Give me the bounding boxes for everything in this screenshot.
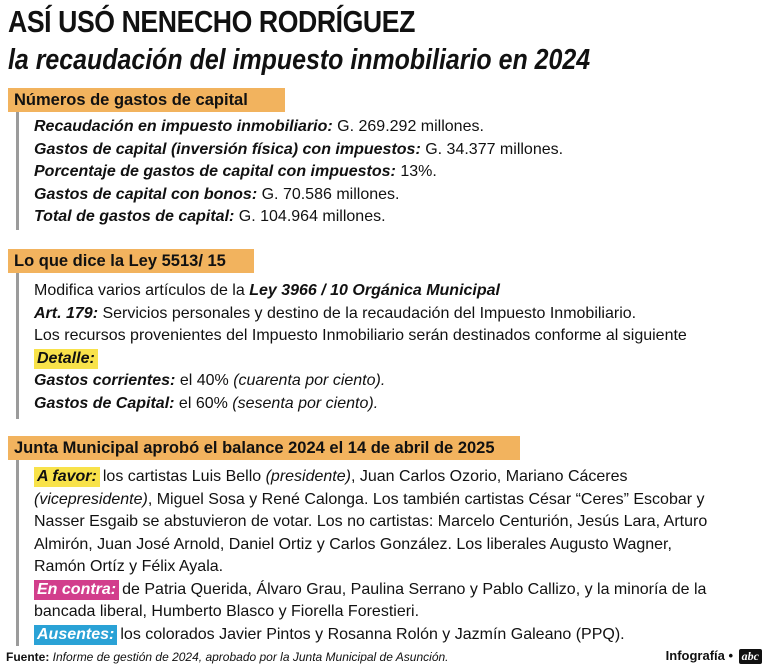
item-note: (sesenta por ciento). xyxy=(232,394,379,412)
list-item xyxy=(34,393,760,416)
favor-tag: A favor: xyxy=(34,467,100,487)
item-note: (cuarenta por ciento). xyxy=(233,372,386,389)
detail-tag: Detalle: xyxy=(34,349,98,369)
vote-line xyxy=(34,556,760,579)
page-subtitle: la recaudación del impuesto inmobiliario en 2024 xyxy=(8,44,591,76)
page-title: ASÍ USÓ NENECHO RODRÍGUEZ xyxy=(8,4,415,39)
favor-text: , Juan Carlos Ozorio, Mariano Cáceres xyxy=(350,468,628,485)
section-council-body xyxy=(34,466,760,646)
item-value: G. 70.586 millones. xyxy=(257,185,400,203)
favor-text: Nasser Esgaib se abstuvieron de votar. Los no cartistas: Marcelo Centurión, Jesús Lara, Arturo xyxy=(34,513,708,530)
section-council-heading: Junta Municipal aprobó el balance 2024 el 14 de abril de 2025 xyxy=(8,436,520,460)
item-label: Gastos de capital con bonos: xyxy=(34,185,258,203)
list-item xyxy=(34,370,760,393)
list-item xyxy=(34,116,760,139)
contra-text: de Patria Querida, Álvaro Grau, Paulina Serrano y Pablo Callizo, y la minoría de la xyxy=(122,580,707,598)
item-value: el 40% xyxy=(175,372,234,389)
favor-role: (vicepresidente) xyxy=(34,490,148,508)
item-label: Recaudación en impuesto inmobiliario: xyxy=(34,118,333,135)
vote-line xyxy=(34,489,760,512)
list-item xyxy=(34,184,760,207)
vote-line xyxy=(34,534,760,557)
favor-text: Almirón, Juan José Arnold, Daniel Ortiz y Carlos González. Los liberales Augusto Wagner, xyxy=(34,535,672,553)
ausentes-text: los colorados Javier Pintos y Rosanna Rolón y Jazmín Galeano (PPQ). xyxy=(120,625,625,643)
law-line xyxy=(34,280,760,303)
footer-source xyxy=(6,650,449,664)
section-capital-spending-heading: Números de gastos de capital xyxy=(8,88,285,112)
footer-credit xyxy=(666,648,762,664)
article-label: Art. 179: xyxy=(34,304,99,322)
abc-logo: abc xyxy=(739,649,762,664)
item-label: Total de gastos de capital: xyxy=(34,208,235,225)
item-label: Porcentaje de gastos de capital con impuestos: xyxy=(34,163,396,180)
list-item xyxy=(34,161,760,184)
item-label: Gastos corrientes: xyxy=(34,372,176,389)
item-label: Gastos de Capital: xyxy=(34,394,175,412)
favor-role: (presidente) xyxy=(265,468,351,485)
item-label: Gastos de capital (inversión física) con impuestos: xyxy=(34,140,421,158)
section-law-heading: Lo que dice la Ley 5513/ 15 xyxy=(8,249,254,273)
section-council-bar xyxy=(16,460,19,646)
law-line xyxy=(34,303,760,326)
vote-line xyxy=(34,601,760,624)
item-value: el 60% xyxy=(174,394,233,412)
credit-text: Infografía • xyxy=(665,648,734,663)
source-label: Fuente: xyxy=(6,650,50,664)
law-line xyxy=(34,325,760,348)
law-line xyxy=(34,348,760,371)
item-value: G. 269.292 millones. xyxy=(332,118,484,135)
list-item xyxy=(34,139,760,162)
vote-line xyxy=(34,624,760,647)
vote-line xyxy=(34,579,760,602)
list-item xyxy=(34,206,760,229)
item-value: G. 34.377 millones. xyxy=(420,140,564,158)
law-intro-text: Modifica varios artículos de la xyxy=(34,282,250,299)
contra-text: bancada liberal, Humberto Blasco y Fiorella Forestieri. xyxy=(34,603,420,620)
section-law-body xyxy=(34,280,760,415)
source-text: Informe de gestión de 2024, aprobado por la Junta Municipal de Asunción. xyxy=(49,650,449,664)
law-name: Ley 3966 / 10 Orgánica Municipal xyxy=(249,282,500,299)
ausentes-tag: Ausentes: xyxy=(34,625,117,645)
section-law-bar xyxy=(16,273,19,419)
item-value: G. 104.964 millones. xyxy=(234,208,386,225)
section-capital-spending-bar xyxy=(16,112,19,230)
vote-line xyxy=(34,466,760,489)
item-value: 13%. xyxy=(395,163,437,180)
favor-text: los cartistas Luis Bello xyxy=(102,468,266,485)
vote-line xyxy=(34,511,760,534)
law-resources-text: Los recursos provenientes del Impuesto Inmobiliario serán destinados conforme al siguiente xyxy=(34,327,687,344)
favor-text: , Miguel Sosa y René Calonga. Los también cartistas César “Ceres” Escobar y xyxy=(147,490,705,508)
contra-tag: En contra: xyxy=(34,580,119,600)
section-capital-spending-list xyxy=(34,116,760,229)
article-text: Servicios personales y destino de la recaudación del Impuesto Inmobiliario. xyxy=(98,304,637,322)
favor-text: Ramón Ortíz y Félix Ayala. xyxy=(34,558,224,575)
